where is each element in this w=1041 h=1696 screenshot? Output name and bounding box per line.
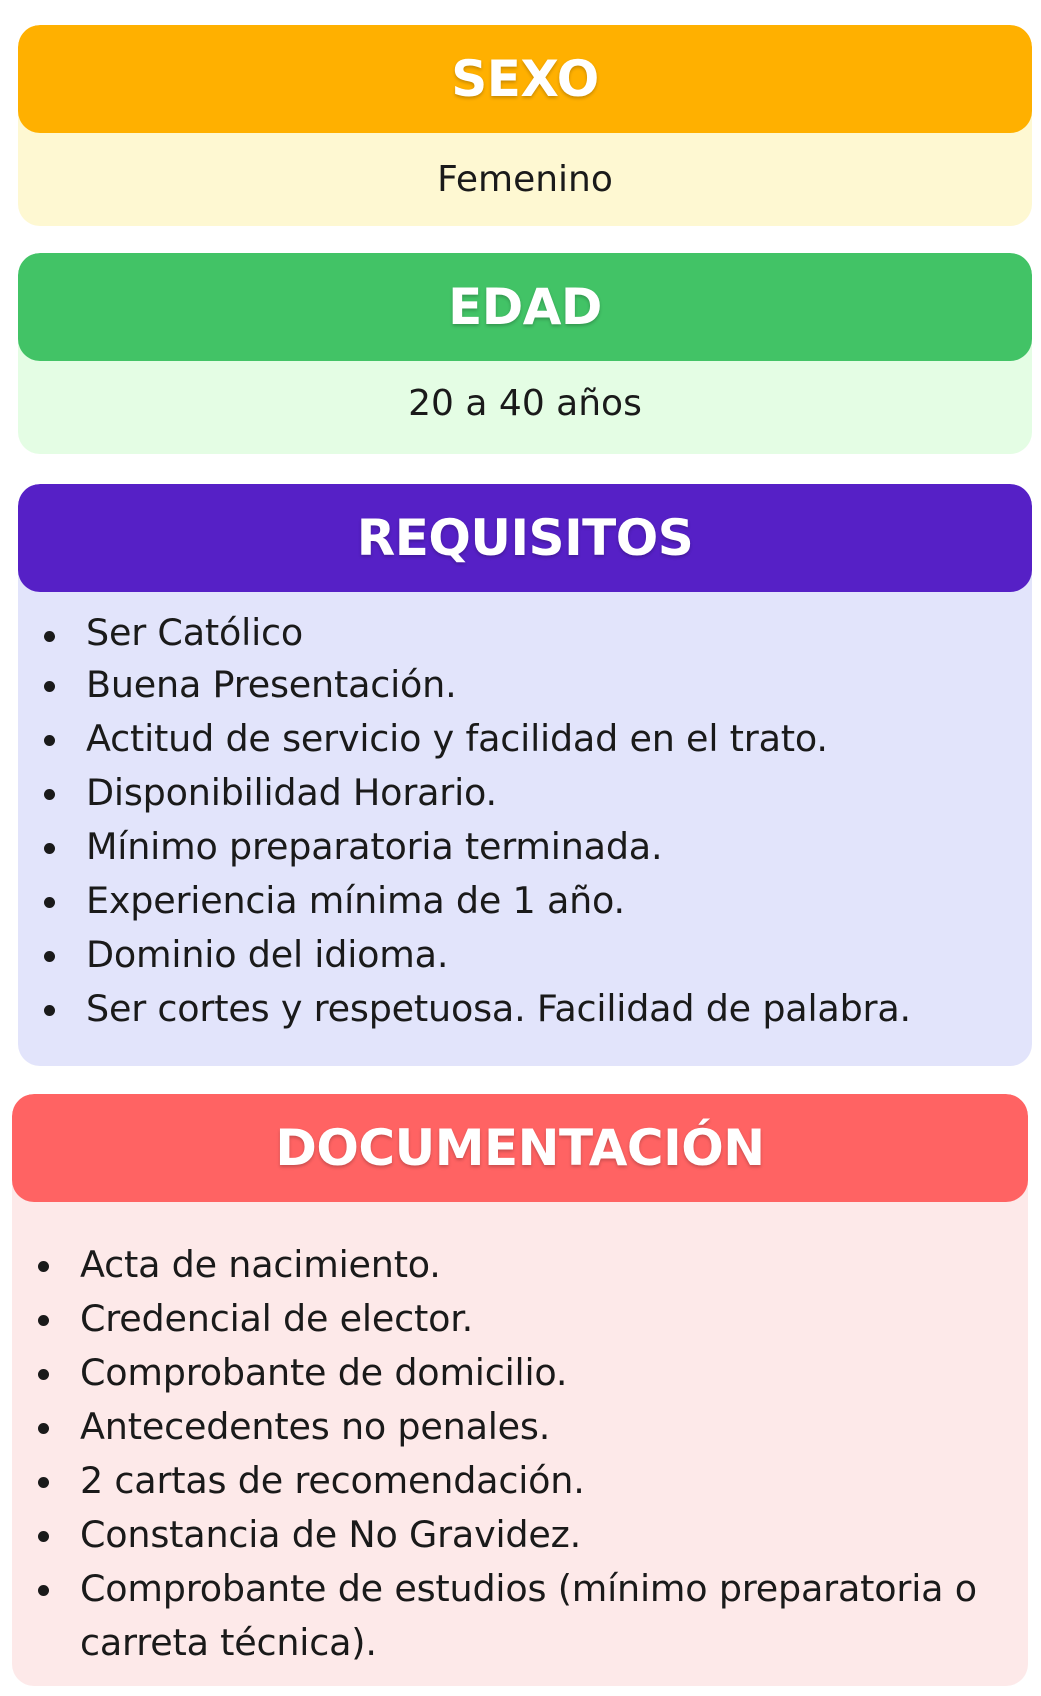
documento-item: Constancia de No Gravidez.: [12, 1508, 1028, 1562]
documento-item: Antecedentes no penales.: [12, 1400, 1028, 1454]
documentacion-card: [12, 1094, 1028, 1686]
documentacion-header: [12, 1094, 1028, 1202]
documentacion-list: [12, 1238, 1028, 1670]
documento-item: Acta de nacimiento.: [12, 1238, 1028, 1292]
sexo-card: [18, 25, 1032, 226]
requisitos-body: [18, 568, 1032, 1066]
edad-value: 20 a 40 años: [408, 383, 642, 424]
requisito-item: Actitud de servicio y facilidad en el trato.: [18, 712, 1032, 766]
requisitos-card: [18, 484, 1032, 1066]
edad-card: [18, 253, 1032, 454]
documentacion-body: [12, 1178, 1028, 1686]
documento-item: 2 cartas de recomendación.: [12, 1454, 1028, 1508]
documento-item: Comprobante de estudios (mínimo preparatoria o carreta técnica).: [12, 1562, 1028, 1670]
requisito-item: Ser Católico: [18, 608, 1032, 658]
requisito-item: Buena Presentación.: [18, 658, 1032, 712]
sexo-header: [18, 25, 1032, 133]
edad-header: [18, 253, 1032, 361]
sexo-value: Femenino: [437, 159, 613, 200]
documentacion-title: DOCUMENTACIÓN: [275, 1119, 765, 1177]
documento-item: Credencial de elector.: [12, 1292, 1028, 1346]
edad-title: EDAD: [448, 278, 602, 336]
sexo-title: SEXO: [451, 50, 599, 108]
requisito-item: Disponibilidad Horario.: [18, 766, 1032, 820]
requisitos-list: [18, 608, 1032, 1036]
requisito-item: Dominio del idioma.: [18, 928, 1032, 982]
documento-item: Comprobante de domicilio.: [12, 1346, 1028, 1400]
requisito-item: Mínimo preparatoria terminada.: [18, 820, 1032, 874]
requisitos-header: [18, 484, 1032, 592]
requisito-item: Ser cortes y respetuosa. Facilidad de palabra.: [18, 982, 1032, 1036]
requisito-item: Experiencia mínima de 1 año.: [18, 874, 1032, 928]
requisitos-title: REQUISITOS: [356, 509, 694, 567]
